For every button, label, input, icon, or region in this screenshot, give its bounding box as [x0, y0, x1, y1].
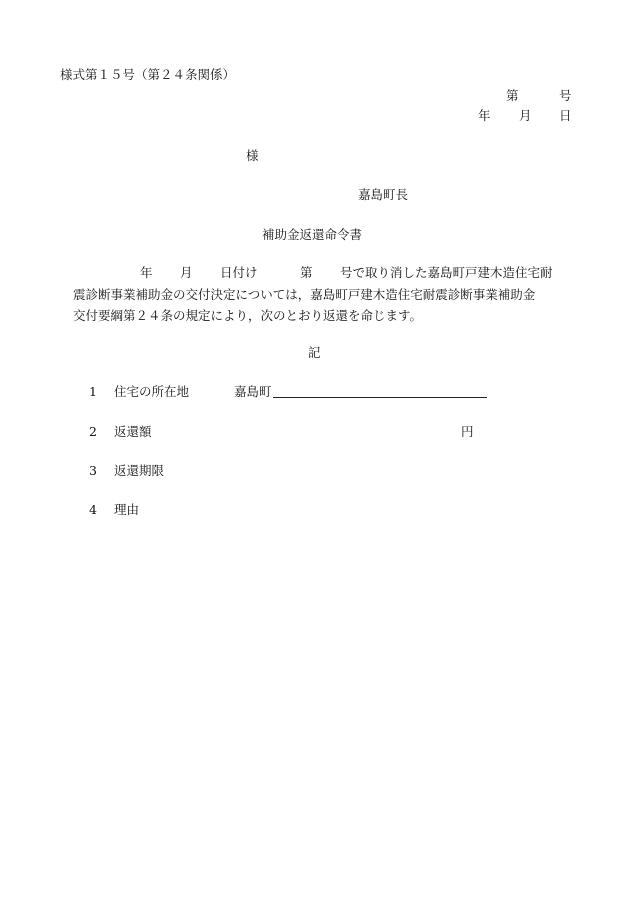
date-day: 日 — [559, 108, 572, 123]
body-date-day: 日付け — [220, 265, 258, 280]
item-2-number: 2 — [89, 424, 97, 439]
document-title: 補助金返還命令書 — [262, 227, 363, 242]
issuer: 嘉島町長 — [358, 187, 409, 202]
item-1-address-field[interactable] — [273, 385, 487, 398]
item-4-number: 4 — [89, 502, 97, 517]
date-month: 月 — [519, 108, 532, 123]
doc-number-dai: 第 — [506, 88, 519, 103]
body-line3: 交付要綱第２４条の規定により，次のとおり返還を命じます。 — [73, 308, 423, 323]
body-dai: 第 — [300, 265, 313, 280]
ki-label: 記 — [308, 345, 321, 360]
body-line2: 震診断事業補助金の交付決定については，嘉島町戸建木造住宅耐震診断事業補助金 — [73, 287, 536, 302]
addressee-suffix: 様 — [246, 148, 259, 163]
form-id: 様式第１５号（第２４条関係） — [60, 67, 236, 82]
item-4-label: 理由 — [114, 502, 140, 517]
item-3-number: 3 — [89, 463, 97, 478]
body-line1-rest: 号で取り消した嘉島町戸建木造住宅耐 — [340, 265, 553, 280]
item-1-value-prefix: 嘉島町 — [234, 384, 272, 399]
item-1-number: 1 — [89, 384, 97, 399]
item-3-label: 返還期限 — [114, 463, 165, 478]
item-2-label: 返還額 — [114, 424, 152, 439]
item-1-label: 住宅の所在地 — [114, 384, 190, 399]
body-date-year: 年 — [140, 265, 153, 280]
date-year: 年 — [478, 108, 491, 123]
doc-number-go: 号 — [559, 88, 572, 103]
body-date-month: 月 — [180, 265, 193, 280]
item-2-unit: 円 — [461, 424, 474, 439]
